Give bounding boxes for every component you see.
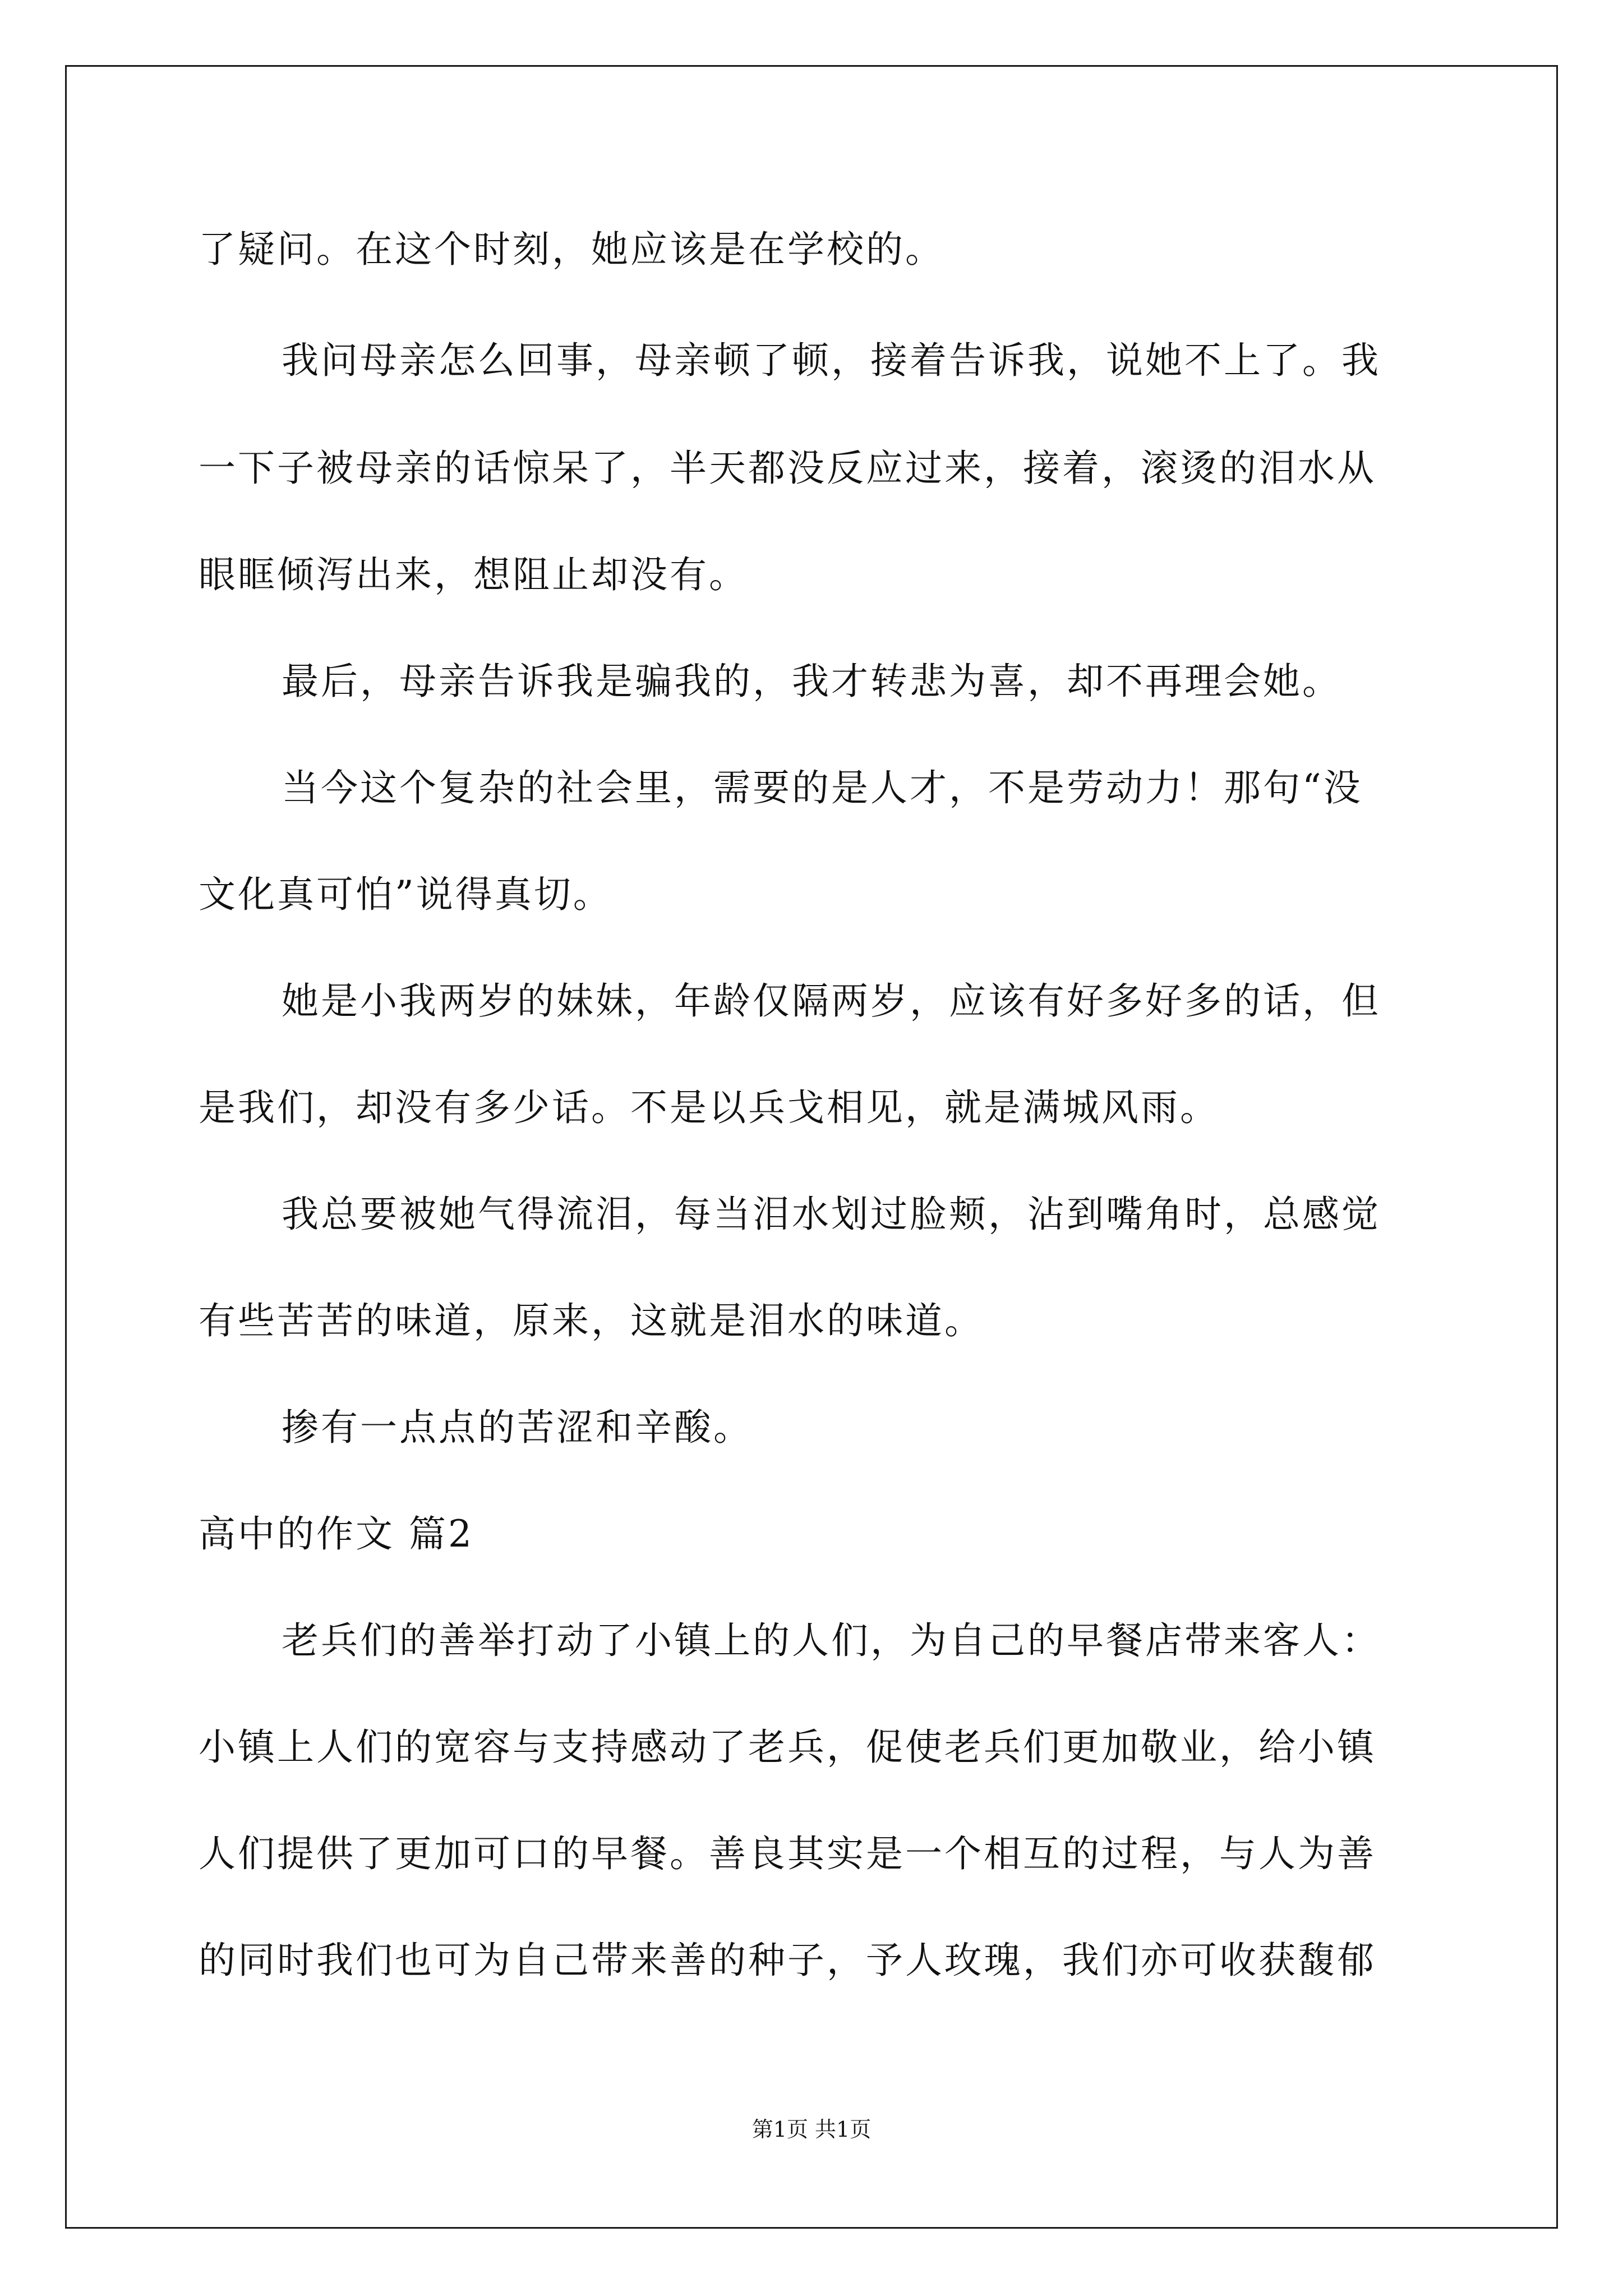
text-line-15: 小镇上人们的宽容与支持感动了老兵，促使老兵们更加敬业，给小镇 <box>199 1726 1376 1769</box>
text-line-11: 有些苦苦的味道，原来，这就是泪水的味道。 <box>199 1299 984 1342</box>
text-line-14: 老兵们的善举打动了小镇上的人们，为自己的早餐店带来客人： <box>282 1619 1381 1662</box>
text-line-9: 是我们，却没有多少话。不是以兵戈相见，就是满城风雨。 <box>199 1086 1219 1129</box>
text-line-2: 我问母亲怎么回事，母亲顿了顿，接着告诉我，说她不上了。我 <box>282 339 1381 382</box>
text-line-8: 她是小我两岁的妹妹，年龄仅隔两岁，应该有好多好多的话，但 <box>282 979 1381 1023</box>
text-line-10: 我总要被她气得流泪，每当泪水划过脸颊，沾到嘴角时，总感觉 <box>282 1193 1381 1236</box>
text-line-16: 人们提供了更加可口的早餐。善良其实是一个相互的过程，与人为善 <box>199 1832 1376 1875</box>
section-heading: 高中的作文 篇2 <box>199 1512 474 1556</box>
text-line-3: 一下子被母亲的话惊呆了，半天都没反应过来，接着，滚烫的泪水从 <box>199 447 1376 490</box>
page-border <box>65 65 1558 2229</box>
text-line-7: 文化真可怕”说得真切。 <box>199 873 612 916</box>
text-line-1: 了疑问。在这个时刻，她应该是在学校的。 <box>199 228 944 271</box>
text-line-17: 的同时我们也可为自己带来善的种子，予人玫瑰，我们亦可收获馥郁 <box>199 1939 1376 1982</box>
text-line-6: 当今这个复杂的社会里，需要的是人才，不是劳动力！那句“没 <box>282 766 1363 809</box>
text-line-5: 最后，母亲告诉我是骗我的，我才转悲为喜，却不再理会她。 <box>282 660 1341 703</box>
text-line-12: 掺有一点点的苦涩和辛酸。 <box>282 1406 753 1449</box>
text-line-4: 眼眶倾泻出来，想阻止却没有。 <box>199 553 748 596</box>
page-footer: 第1页 共1页 <box>751 2117 872 2142</box>
